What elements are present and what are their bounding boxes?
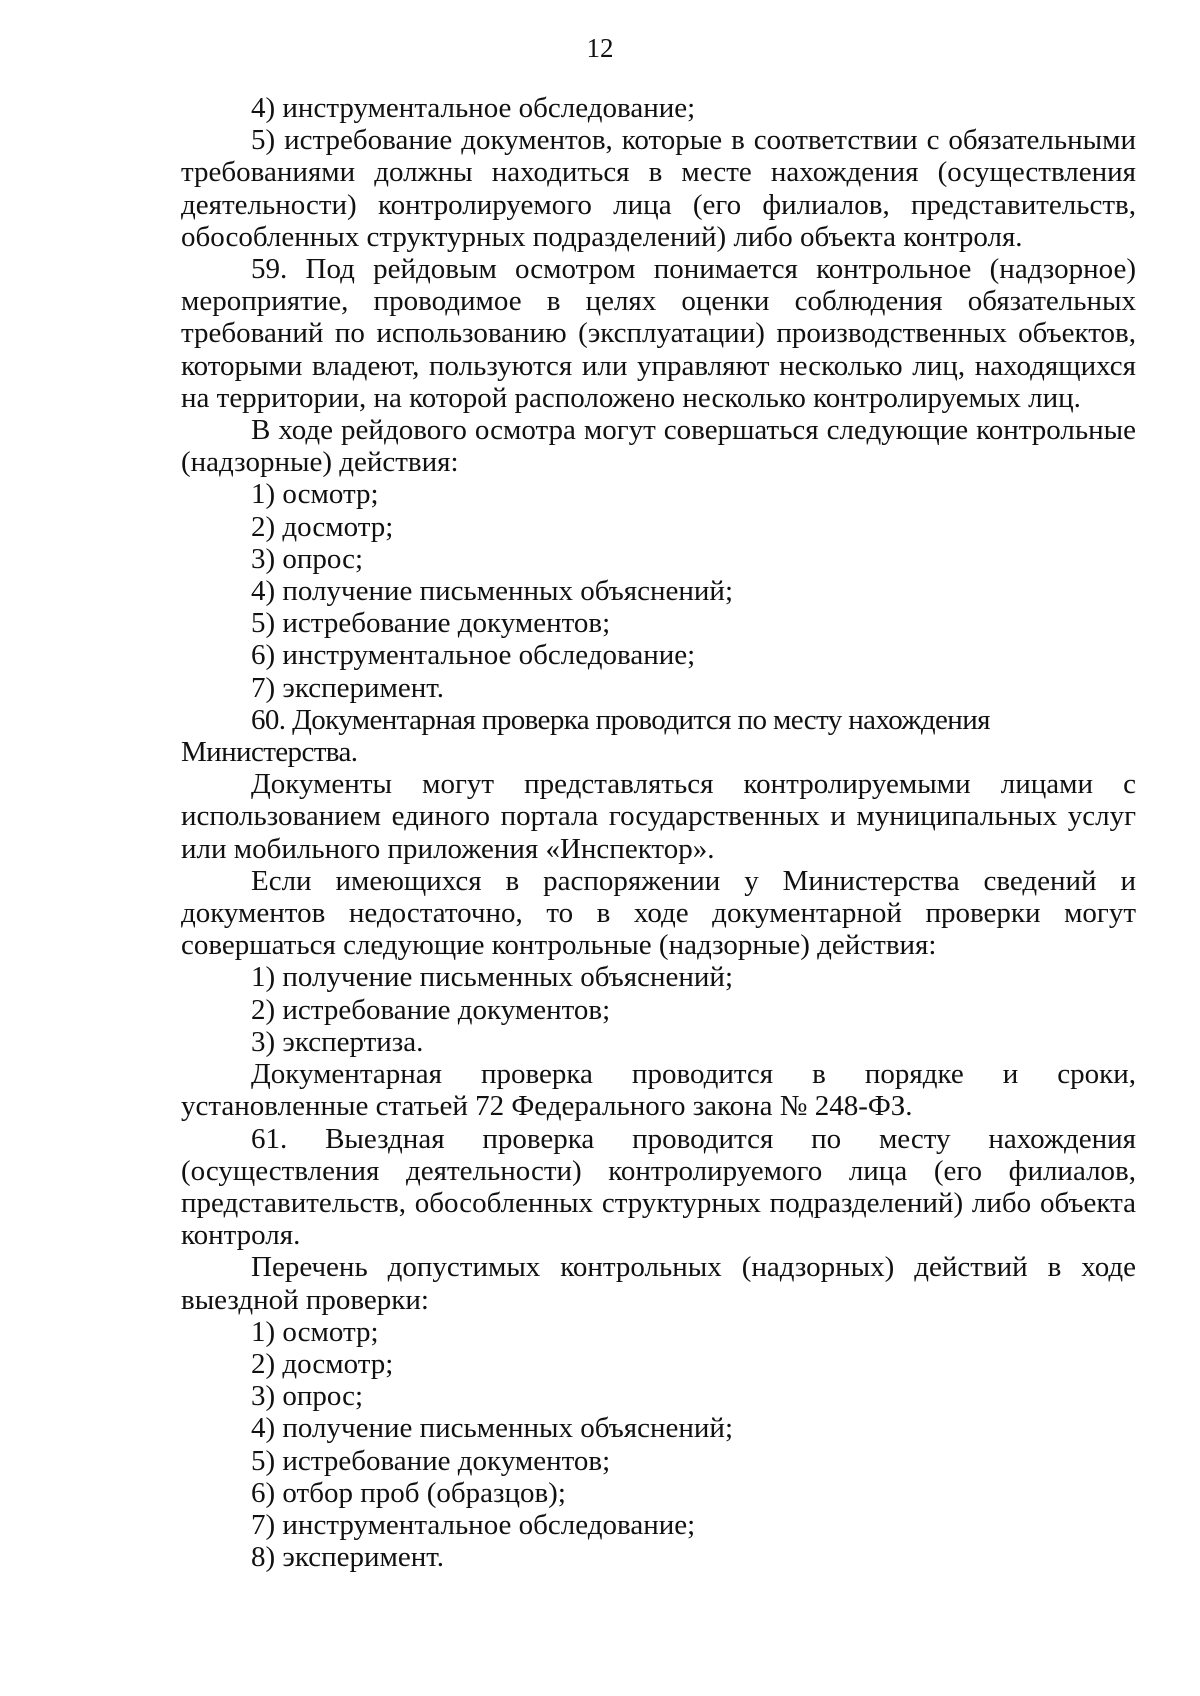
page-number: 12 — [586, 33, 614, 63]
paragraph: В ходе рейдового осмотра могут совершаться следующие контрольные (надзорные) действия: — [181, 414, 1136, 479]
list-item: 4) получение письменных объяснений; — [251, 1412, 734, 1445]
list-item: 2) истребование документов; — [251, 993, 611, 1026]
list-item: 8) эксперимент. — [251, 1541, 444, 1574]
list-item: 1) осмотр; — [251, 1315, 379, 1348]
list-item: 3) экспертиза. — [251, 1025, 424, 1058]
list-item: 7) эксперимент. — [251, 671, 444, 704]
list-item: 2) досмотр; — [251, 510, 394, 543]
paragraph: Документы могут представляться контролируемыми лицами с использованием единого портала государственных и муниципальных услуг или мобильного приложения «Инспектор». — [181, 768, 1136, 865]
paragraph: Перечень допустимых контрольных (надзорных) действий в ходе выездной проверки: — [181, 1251, 1136, 1316]
paragraph-clause-59: 59. Под рейдовым осмотром понимается контрольное (надзорное) мероприятие, проводимое в целях оценки соблюдения обязательных требований по использованию (эксплуатации) производственных объектов, которыми владеют, пользуются или управляют несколько лиц, находящихся на территории, на которой расположено несколько контролируемых лиц. — [181, 253, 1136, 414]
paragraph-clause-61: 61. Выездная проверка проводится по месту нахождения (осуществления деятельности) контролируемого лица (его филиалов, представительств, обособленных структурных подразделений) либо объекта контроля. — [181, 1122, 1136, 1252]
paragraph: Документарная проверка проводится в порядке и сроки, установленные статьей 72 Федерального закона № 248-ФЗ. — [181, 1058, 1136, 1123]
list-item: 1) осмотр; — [251, 478, 379, 511]
list-item: 1) получение письменных объяснений; — [251, 961, 734, 994]
list-item: 6) инструментальное обследование; — [251, 639, 696, 672]
list-item: 3) опрос; — [251, 542, 364, 575]
list-item: 6) отбор проб (образцов); — [251, 1476, 566, 1509]
list-item: 2) досмотр; — [251, 1347, 394, 1380]
list-item: 5) истребование документов; — [251, 607, 611, 640]
paragraph: 5) истребование документов, которые в соответствии с обязательными требованиями должны находиться в месте нахождения (осуществления деятельности) контролируемого лица (его филиалов, представительств, обособленных структурных подразделений) либо объекта контроля. — [181, 124, 1136, 253]
list-item: 5) истребование документов; — [251, 1444, 611, 1477]
paragraph-clause-60: 60. Документарная проверка проводится по месту нахождения Министерства. — [181, 703, 990, 769]
list-item: 4) получение письменных объяснений; — [251, 575, 734, 608]
document-body — [181, 92, 1136, 1573]
list-item: 3) опрос; — [251, 1380, 364, 1413]
list-item: 7) инструментальное обследование; — [251, 1508, 696, 1541]
list-item: 4) инструментальное обследование; — [251, 92, 696, 124]
paragraph: Если имеющихся в распоряжении у Министерства сведений и документов недостаточно, то в ходе документарной проверки могут совершаться следующие контрольные (надзорные) действия: — [181, 864, 1136, 962]
